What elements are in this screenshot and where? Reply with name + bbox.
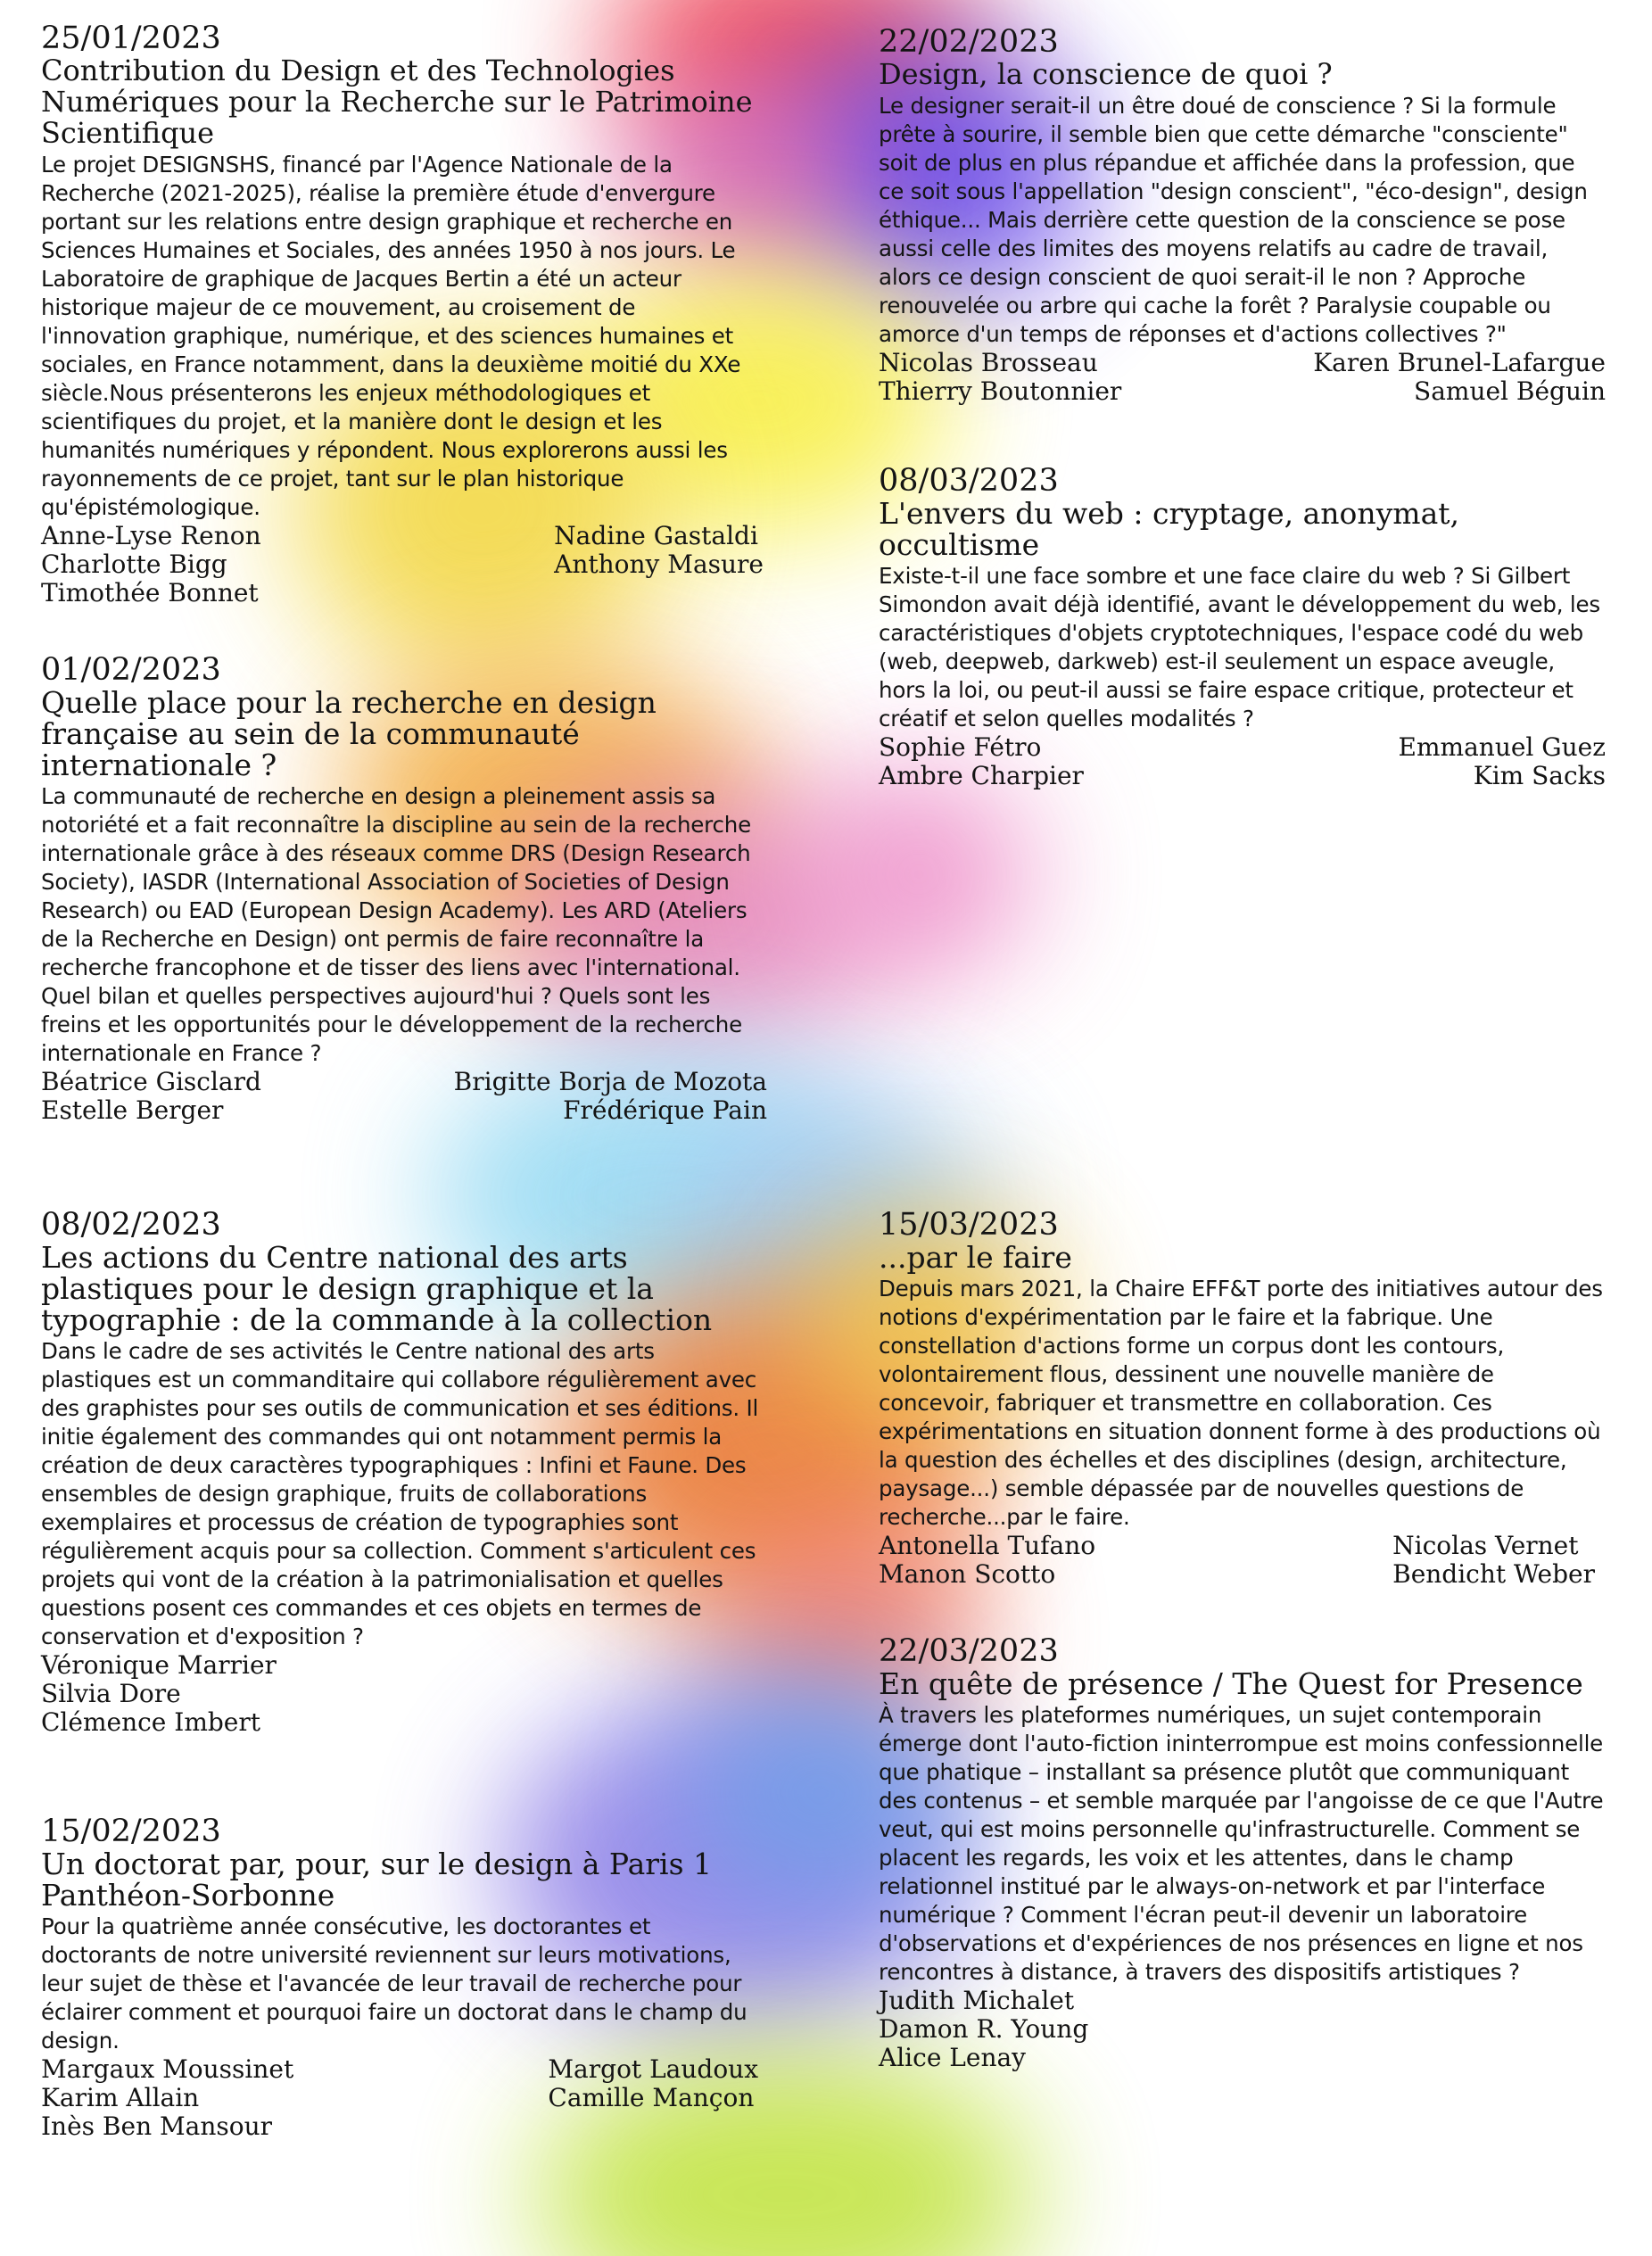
speaker-name: Manon Scotto — [879, 1559, 1056, 1589]
event-title: Quelle place pour la recherche en design française au sein de la communauté internationale ? — [41, 685, 657, 782]
speaker-name: Nadine Gastaldi — [554, 521, 758, 550]
event-entry — [41, 653, 767, 1125]
speakers-right — [548, 2055, 767, 2141]
speakers-right — [454, 1068, 767, 1125]
event-description: Le projet DESIGNSHS, financé par l'Agence Nationale de la Recherche (2021-2025), réalise la première étude d'envergure portant sur les relations entre design graphique et recherche en Sciences Humaines et Sociales, des années 1950 à nos jours. Le Laboratoire de graphique de Jacques Bertin a été un acteur historique majeur de ce mouvement, au croisement de l'innovation graphique, numérique, et des sciences humaines et sociales, en France notamment, dans la deuxième moitié du XXe siècle.Nous présenterons les enjeux méthodologiques et scientifiques du projet, et la manière dont le design et les humanités numériques y répondent. Nous explorerons aussi les rayonnements de ce projet, tant sur le plan historique qu'épistémologique. — [41, 152, 741, 520]
event-date: 22/02/2023 — [879, 24, 1059, 60]
speaker-name: Silvia Dore — [41, 1679, 181, 1708]
speakers-left — [879, 733, 1084, 790]
speaker-name: Frédérique Pain — [563, 1095, 767, 1125]
event-description: Pour la quatrième année consécutive, les doctorantes et doctorants de notre université reviennent sur leurs motivations, leur sujet de thèse et l'avancée de leur travail de recherche pour éclairer comment et pourquoi faire un doctorat dans le champ du design. — [41, 1913, 748, 2054]
event-entry — [879, 1208, 1606, 1589]
speakers-left — [41, 522, 261, 607]
speaker-name: Timothée Bonnet — [41, 578, 259, 607]
speakers-left — [879, 1532, 1095, 1589]
event-title: Design, la conscience de quoi ? — [879, 57, 1333, 91]
speaker-name: Karim Allain — [41, 2083, 200, 2112]
speaker-name: Thierry Boutonnier — [879, 376, 1122, 406]
event-date: 08/03/2023 — [879, 463, 1059, 499]
event-date: 15/02/2023 — [41, 1814, 221, 1849]
event-description: La communauté de recherche en design a pleinement assis sa notoriété et a fait reconnaître la discipline au sein de la recherche internationale grâce à des réseaux comme DRS (Design Research Society), IASDR (International Association of Societies of Design Research) ou EAD (European Design Academy). Les ARD (Ateliers de la Recherche en Design) ont permis de faire reconnaître la recherche francophone et de tisser des liens avec l'international. Quel bilan et quelles perspectives aujourd'hui ? Quels sont les freins et les opportunités pour le développement de la recherche internationale en France ? — [41, 783, 751, 1066]
speaker-name: Ambre Charpier — [879, 761, 1084, 790]
speaker-name: Sophie Fétro — [879, 732, 1042, 762]
event-description: Existe-t-il une face sombre et une face claire du web ? Si Gilbert Simondon avait déjà identifié, avant le développement du web, les caractéristiques d'objets cryptotechniques, l'espace codé du web (web, deepweb, darkweb) est-il seulement un espace aveugle, hors la loi, ou peut-il aussi se faire espace critique, protecteur et créatif et selon quelles modalités ? — [879, 563, 1600, 731]
speaker-name: Anne-Lyse Renon — [41, 521, 261, 550]
speaker-name: Anthony Masure — [554, 550, 764, 579]
speakers-right — [1399, 733, 1606, 790]
speaker-name: Nicolas Vernet — [1392, 1531, 1579, 1560]
speakers — [41, 522, 767, 607]
event-title: Un doctorat par, pour, sur le design à Paris 1 Panthéon-Sorbonne — [41, 1847, 713, 1913]
event-title: En quête de présence / The Quest for Presence — [879, 1666, 1583, 1701]
speakers-left — [41, 2055, 293, 2141]
event-entry — [41, 1208, 767, 1737]
speaker-name: Samuel Béguin — [1414, 376, 1606, 406]
speaker-name: Camille Mançon — [548, 2083, 755, 2112]
speaker-name: Margaux Moussinet — [41, 2054, 294, 2084]
speaker-name: Emmanuel Guez — [1398, 732, 1606, 762]
event-date: 22/03/2023 — [879, 1633, 1059, 1669]
event-entry — [879, 464, 1606, 790]
event-date: 15/03/2023 — [879, 1207, 1059, 1243]
speaker-name: Damon R. Young — [879, 2014, 1089, 2044]
event-title: ...par le faire — [879, 1240, 1072, 1275]
event-entry — [879, 25, 1606, 406]
speakers-right — [554, 522, 767, 607]
speakers — [879, 733, 1606, 790]
event-description: Depuis mars 2021, la Chaire EFF&T porte des initiatives autour des notions d'expérimentation par le faire et la fabrique. Une constellation d'actions forme un corpus dont les contours, volontairement flous, dessinent une nouvelle manière de concevoir, fabriquer et transmettre en collaboration. Ces expérimentations en situation donnent forme à des productions où la question des échelles et des disciplines (design, architecture, paysage...) semble dépassée par de nouvelles questions de recherche...par le faire. — [879, 1276, 1603, 1530]
speaker-name: Karen Brunel-Lafargue — [1313, 348, 1606, 377]
speaker-name: Charlotte Bigg — [41, 550, 227, 579]
speaker-name: Alice Lenay — [879, 2043, 1026, 2072]
speakers — [41, 1068, 767, 1125]
event-title: L'envers du web : cryptage, anonymat, occultisme — [879, 496, 1460, 562]
speakers — [41, 2055, 767, 2141]
speaker-name: Kim Sacks — [1473, 761, 1606, 790]
event-entry — [41, 21, 767, 607]
speaker-name: Béatrice Gisclard — [41, 1067, 261, 1096]
speaker-name: Brigitte Borja de Mozota — [453, 1067, 767, 1096]
event-description: À travers les plateformes numériques, un sujet contemporain émerge dont l'auto-fiction ininterrompue est moins confessionnelle que phatique – installant sa présence plutôt que communiquant des contenus – et semble marquée par l'angoisse de ce que l'Autre veut, qui est moins personnelle qu'infrastructurelle. Comment se placent les regards, les voix et les attentes, dans le champ relationnel institué par le always-on-network et par l'interface numérique ? Comment l'écran peut-il devenir un laboratoire d'observations et d'expériences de nos présences en ligne et nos rencontres à distance, à travers des dispositifs artistiques ? — [879, 1702, 1604, 1985]
speaker-name: Nicolas Brosseau — [879, 348, 1098, 377]
speaker-name: Estelle Berger — [41, 1095, 224, 1125]
speaker-name: Judith Michalet — [879, 1986, 1075, 2015]
speaker-name: Bendicht Weber — [1392, 1559, 1595, 1589]
event-title: Les actions du Centre national des arts plastiques pour le design graphique et la typographie : de la commande à la collection — [41, 1240, 713, 1337]
speakers — [879, 1987, 1606, 2072]
speaker-name: Inès Ben Mansour — [41, 2111, 273, 2141]
speaker-name: Margot Laudoux — [548, 2054, 758, 2084]
speakers-left — [41, 1068, 261, 1125]
event-date: 08/02/2023 — [41, 1207, 221, 1243]
speakers-left — [41, 1651, 277, 1737]
speaker-name: Antonella Tufano — [879, 1531, 1096, 1560]
speakers — [879, 1532, 1606, 1589]
speakers-right — [1313, 349, 1606, 406]
speakers-left — [879, 1987, 1088, 2072]
event-date: 01/02/2023 — [41, 652, 221, 688]
event-entry — [41, 1814, 767, 2141]
event-description: Le designer serait-il un être doué de conscience ? Si la formule prête à sourire, il semble bien que cette démarche "consciente" soit de plus en plus répandue et affichée dans la profession, que ce soit sous l'appellation "design conscient", "éco-design", design éthique... Mais derrière cette question de la conscience se pose aussi celle des limites des moyens relatifs au cadre de travail, alors ce design conscient de quoi serait-il le non ? Approche renouvelée ou arbre qui cache la forêt ? Paralysie coupable ou amorce d'un temps de réponses et d'actions collectives ?" — [879, 93, 1588, 347]
speakers — [41, 1651, 767, 1737]
event-entry — [879, 1634, 1606, 2072]
event-title: Contribution du Design et des Technologies Numériques pour la Recherche sur le Patrimoine Scientifique — [41, 54, 753, 150]
speaker-name: Véronique Marrier — [41, 1650, 277, 1680]
speakers-right — [1392, 1532, 1606, 1589]
speakers-left — [879, 349, 1121, 406]
speakers — [879, 349, 1606, 406]
event-description: Dans le cadre de ses activités le Centre national des arts plastiques est un commanditaire qui collabore régulièrement avec des graphistes pour ses outils de communication et ses éditions. Il initie également des commandes qui ont notamment permis la création de deux caractères typographiques : Infini et Faune. Des ensembles de design graphique, fruits de collaborations exemplaires et processus de création de typographies sont régulièrement acquis pour sa collection. Comment s'articulent ces projets qui vont de la création à la patrimonialisation et quelles questions posent ces commandes et ces objets en termes de conservation et d'exposition ? — [41, 1338, 759, 1649]
event-date: 25/01/2023 — [41, 21, 221, 56]
speaker-name: Clémence Imbert — [41, 1707, 260, 1737]
